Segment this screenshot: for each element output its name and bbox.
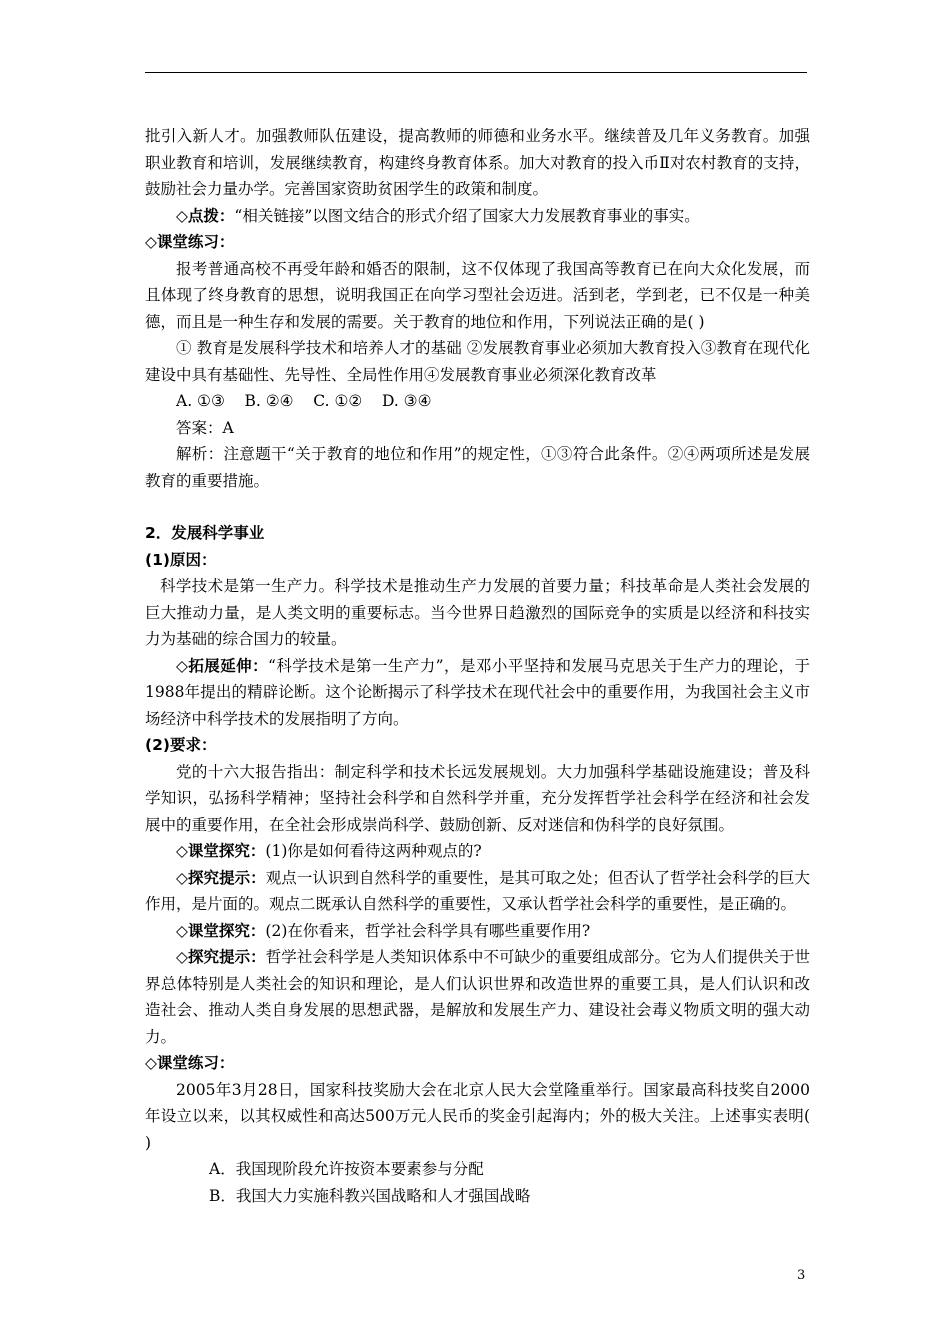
hint2-label: ◇探究提示： [176,948,266,966]
hint1-label: ◇探究提示： [176,868,266,887]
practice-question: 报考普通高校不再受年龄和婚否的限制，这不仅体现了我国高等教育已在向大众化发展，而且体现了终身教育的思想，说明我国正在向学习型社会迈进。活到老，学到老，已不仅是一种美德，而且是一种生存和发展的需要。关于教育的地位和作用，下列说法正确的是( ) [145,259,810,331]
explore1-label: ◇课堂探究： [176,842,266,860]
section-gap [145,494,810,520]
practice2-option-a: A．我国现阶段允许按资本要素参与分配 [209,1160,484,1178]
reason-text: 科学技术是第一生产力。科学技术是推动生产力发展的首要力量；科技革命是人类社会发展的巨大推动力量，是人类文明的重要标志。当今世界日趋激烈的国际竞争的实质是以经济和科技实力为基础的综合国力的较量。 [145,577,810,648]
tip-paragraph [145,203,810,230]
requirement-heading: (2)要求： [145,736,217,754]
explore2-text: (2)在你看来，哲学社会科学具有哪些重要作用? [265,921,591,940]
hint2-text: 哲学社会科学是人类知识体系中不可缺少的重要组成部分。它为人们提供关于世界总体特别是人类社会的知识和理论，是人们认识世界和改造世界的重要工具，是人们认识和改造社会、推动人类自身发展的思想武器，是解放和发展生产力、建设社会毒义物质文明的强大动力。 [145,948,810,1046]
practice-statements: ① 教育是发展科学技术和培养人才的基础 ②发展教育事业必须加大教育投入③教育在现代化建设中具有基础性、先导性、全局性作用④发展教育事业必须深化教育改革 [145,339,810,384]
requirement-text: 党的十六大报告指出：制定科学和技术长远发展规划。大力加强科学基础设施建设；普及科学知识，弘扬科学精神；坚持社会科学和自然科学并重，充分发挥哲学社会科学在经济和社会发展中的重要作用，在全社会形成崇尚科学、鼓励创新、反对迷信和伪科学的良好氛围。 [145,762,810,834]
practice-answer: 答案：A [176,418,234,437]
reason-heading: (1)原因： [145,550,217,569]
extend-text: “科学技术是第一生产力”，是邓小平坚持和发展马克思关于生产力的理论，于1988年提出的精辟论断。这个论断揭示了科学技术在现代社会中的重要作用，为我国社会主义市场经济中科学技术的发展指明了方向。 [145,656,811,728]
explore1-text: (1)你是如何看待这两种观点的? [265,842,482,860]
practice2-question: 2005年3月28日，国家科技奖励大会在北京人民大会堂隆重举行。国家最高科技奖自2000年设立以来，以其权威性和高达500万元人民币的奖金引起海内；外的极大关注。上述事实表明( ) [145,1080,810,1152]
explore2-paragraph [145,918,810,945]
practice-options: A. ①③ B. ②④ C. ①② D. ③④ [176,392,432,410]
page-number: 3 [797,1268,806,1283]
hint1-text: 观点一认识到自然科学的重要性，是其可取之处；但否认了哲学社会科学的巨大作用，是片面的。观点二既承认自然科学的重要性，又承认哲学社会科学的重要性，是正确的。 [145,868,810,913]
practice-analysis: 解析：注意题干“关于教育的地位和作用”的规定性，①③符合此条件。②④两项所述是发展教育的重要措施。 [145,445,810,490]
practice2-option-b: B．我国大力实施科教兴国战略和人才强国战略 [209,1186,531,1205]
extend-paragraph [145,653,810,733]
tip-label: ◇点拨： [176,206,235,225]
section-title: 2．发展科学事业 [145,524,265,542]
continuation-paragraph: 批引入新人才。加强教师队伍建设，提高教师的师德和业务水平。继续普及几年义务教育。加强职业教育和培训，发展继续教育，构建终身教育体系。加大对教育的投入币Ⅱ对农村教育的支持，鼓励社会力量办学。完善国家资助贫困学生的政策和制度。 [145,127,810,198]
hint2-paragraph [145,944,810,1050]
explore1-paragraph [145,838,810,865]
header-rule [145,72,807,73]
extend-label: ◇拓展延伸： [176,656,269,675]
page-body [145,123,810,1209]
practice2-heading: ◇课堂练习： [145,1054,235,1072]
hint1-paragraph [145,865,810,918]
explore2-label: ◇课堂探究： [176,921,266,940]
tip-text: “相关链接”以图文结合的形式介绍了国家大力发展教育事业的事实。 [234,206,700,225]
practice-heading: ◇课堂练习： [145,233,235,251]
